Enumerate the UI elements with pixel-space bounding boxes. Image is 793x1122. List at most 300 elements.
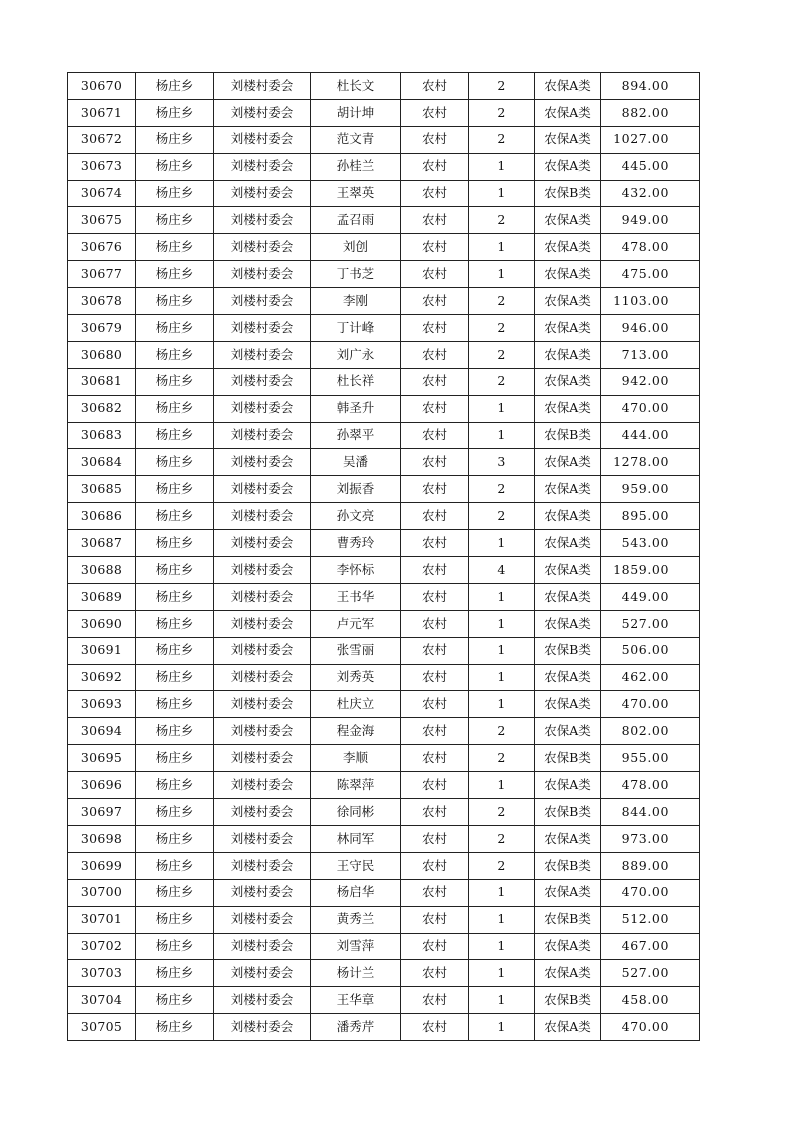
township-cell: 杨庄乡 [136, 906, 214, 933]
area-type-cell: 农村 [401, 610, 469, 637]
village-committee-cell: 刘楼村委会 [214, 664, 311, 691]
area-type-cell: 农村 [401, 987, 469, 1014]
household-count-cell: 2 [469, 852, 535, 879]
data-table [67, 72, 700, 1041]
village-committee-cell: 刘楼村委会 [214, 933, 311, 960]
name-cell: 徐同彬 [311, 799, 401, 826]
name-cell: 刘秀英 [311, 664, 401, 691]
table-row [68, 583, 700, 610]
table-row [68, 126, 700, 153]
household-count-cell: 1 [469, 637, 535, 664]
village-committee-cell: 刘楼村委会 [214, 906, 311, 933]
amount-cell: 467.00 [601, 933, 700, 960]
amount-cell: 882.00 [601, 99, 700, 126]
township-cell: 杨庄乡 [136, 476, 214, 503]
area-type-cell: 农村 [401, 234, 469, 261]
table-row [68, 1014, 700, 1041]
record-id-cell: 30680 [68, 341, 136, 368]
village-committee-cell: 刘楼村委会 [214, 207, 311, 234]
area-type-cell: 农村 [401, 73, 469, 100]
table-row [68, 476, 700, 503]
table-row [68, 852, 700, 879]
household-count-cell: 1 [469, 153, 535, 180]
insurance-type-cell: 农保B类 [535, 180, 601, 207]
amount-cell: 895.00 [601, 503, 700, 530]
area-type-cell: 农村 [401, 288, 469, 315]
insurance-type-cell: 农保A类 [535, 126, 601, 153]
record-id-cell: 30702 [68, 933, 136, 960]
name-cell: 林同军 [311, 825, 401, 852]
table-row [68, 153, 700, 180]
table-row [68, 906, 700, 933]
village-committee-cell: 刘楼村委会 [214, 288, 311, 315]
record-id-cell: 30699 [68, 852, 136, 879]
area-type-cell: 农村 [401, 718, 469, 745]
insurance-type-cell: 农保A类 [535, 261, 601, 288]
household-count-cell: 1 [469, 933, 535, 960]
table-row [68, 799, 700, 826]
table-row [68, 745, 700, 772]
village-committee-cell: 刘楼村委会 [214, 852, 311, 879]
township-cell: 杨庄乡 [136, 691, 214, 718]
insurance-type-cell: 农保A类 [535, 879, 601, 906]
area-type-cell: 农村 [401, 341, 469, 368]
village-committee-cell: 刘楼村委会 [214, 557, 311, 584]
household-count-cell: 3 [469, 449, 535, 476]
name-cell: 范文青 [311, 126, 401, 153]
amount-cell: 512.00 [601, 906, 700, 933]
area-type-cell: 农村 [401, 368, 469, 395]
township-cell: 杨庄乡 [136, 960, 214, 987]
record-id-cell: 30682 [68, 395, 136, 422]
village-committee-cell: 刘楼村委会 [214, 261, 311, 288]
amount-cell: 449.00 [601, 583, 700, 610]
name-cell: 孙文亮 [311, 503, 401, 530]
amount-cell: 478.00 [601, 234, 700, 261]
table-row [68, 718, 700, 745]
township-cell: 杨庄乡 [136, 852, 214, 879]
insurance-type-cell: 农保A类 [535, 583, 601, 610]
record-id-cell: 30673 [68, 153, 136, 180]
name-cell: 陈翠萍 [311, 772, 401, 799]
township-cell: 杨庄乡 [136, 234, 214, 261]
table-row [68, 772, 700, 799]
area-type-cell: 农村 [401, 852, 469, 879]
township-cell: 杨庄乡 [136, 503, 214, 530]
record-id-cell: 30694 [68, 718, 136, 745]
household-count-cell: 2 [469, 315, 535, 342]
area-type-cell: 农村 [401, 583, 469, 610]
record-id-cell: 30695 [68, 745, 136, 772]
name-cell: 刘广永 [311, 341, 401, 368]
village-committee-cell: 刘楼村委会 [214, 449, 311, 476]
name-cell: 曹秀玲 [311, 530, 401, 557]
village-committee-cell: 刘楼村委会 [214, 745, 311, 772]
table-row [68, 825, 700, 852]
record-id-cell: 30671 [68, 99, 136, 126]
insurance-type-cell: 农保A类 [535, 691, 601, 718]
township-cell: 杨庄乡 [136, 718, 214, 745]
name-cell: 卢元军 [311, 610, 401, 637]
area-type-cell: 农村 [401, 772, 469, 799]
village-committee-cell: 刘楼村委会 [214, 825, 311, 852]
insurance-type-cell: 农保A类 [535, 718, 601, 745]
area-type-cell: 农村 [401, 664, 469, 691]
village-committee-cell: 刘楼村委会 [214, 1014, 311, 1041]
amount-cell: 973.00 [601, 825, 700, 852]
area-type-cell: 农村 [401, 395, 469, 422]
amount-cell: 527.00 [601, 610, 700, 637]
area-type-cell: 农村 [401, 476, 469, 503]
table-row [68, 960, 700, 987]
table-row [68, 987, 700, 1014]
amount-cell: 470.00 [601, 691, 700, 718]
area-type-cell: 农村 [401, 691, 469, 718]
record-id-cell: 30676 [68, 234, 136, 261]
record-id-cell: 30690 [68, 610, 136, 637]
insurance-type-cell: 农保A类 [535, 476, 601, 503]
village-committee-cell: 刘楼村委会 [214, 718, 311, 745]
name-cell: 王华章 [311, 987, 401, 1014]
table-body [68, 73, 700, 1041]
household-count-cell: 1 [469, 906, 535, 933]
area-type-cell: 农村 [401, 99, 469, 126]
village-committee-cell: 刘楼村委会 [214, 395, 311, 422]
household-count-cell: 2 [469, 476, 535, 503]
record-id-cell: 30693 [68, 691, 136, 718]
household-count-cell: 2 [469, 341, 535, 368]
record-id-cell: 30687 [68, 530, 136, 557]
area-type-cell: 农村 [401, 879, 469, 906]
township-cell: 杨庄乡 [136, 449, 214, 476]
township-cell: 杨庄乡 [136, 288, 214, 315]
record-id-cell: 30679 [68, 315, 136, 342]
village-committee-cell: 刘楼村委会 [214, 960, 311, 987]
amount-cell: 959.00 [601, 476, 700, 503]
area-type-cell: 农村 [401, 906, 469, 933]
township-cell: 杨庄乡 [136, 583, 214, 610]
insurance-type-cell: 农保B类 [535, 852, 601, 879]
household-count-cell: 1 [469, 395, 535, 422]
name-cell: 李刚 [311, 288, 401, 315]
village-committee-cell: 刘楼村委会 [214, 341, 311, 368]
table-row [68, 933, 700, 960]
record-id-cell: 30689 [68, 583, 136, 610]
township-cell: 杨庄乡 [136, 126, 214, 153]
amount-cell: 458.00 [601, 987, 700, 1014]
household-count-cell: 2 [469, 503, 535, 530]
township-cell: 杨庄乡 [136, 799, 214, 826]
household-count-cell: 2 [469, 718, 535, 745]
township-cell: 杨庄乡 [136, 610, 214, 637]
township-cell: 杨庄乡 [136, 1014, 214, 1041]
township-cell: 杨庄乡 [136, 745, 214, 772]
insurance-type-cell: 农保A类 [535, 1014, 601, 1041]
village-committee-cell: 刘楼村委会 [214, 234, 311, 261]
village-committee-cell: 刘楼村委会 [214, 99, 311, 126]
area-type-cell: 农村 [401, 153, 469, 180]
village-committee-cell: 刘楼村委会 [214, 368, 311, 395]
household-count-cell: 2 [469, 745, 535, 772]
village-committee-cell: 刘楼村委会 [214, 987, 311, 1014]
area-type-cell: 农村 [401, 315, 469, 342]
area-type-cell: 农村 [401, 449, 469, 476]
village-committee-cell: 刘楼村委会 [214, 583, 311, 610]
village-committee-cell: 刘楼村委会 [214, 772, 311, 799]
name-cell: 孙翠平 [311, 422, 401, 449]
table-row [68, 691, 700, 718]
name-cell: 杜长文 [311, 73, 401, 100]
village-committee-cell: 刘楼村委会 [214, 153, 311, 180]
table-row [68, 73, 700, 100]
name-cell: 程金海 [311, 718, 401, 745]
household-count-cell: 1 [469, 664, 535, 691]
household-count-cell: 4 [469, 557, 535, 584]
amount-cell: 889.00 [601, 852, 700, 879]
township-cell: 杨庄乡 [136, 207, 214, 234]
amount-cell: 894.00 [601, 73, 700, 100]
amount-cell: 478.00 [601, 772, 700, 799]
village-committee-cell: 刘楼村委会 [214, 180, 311, 207]
area-type-cell: 农村 [401, 530, 469, 557]
table-row [68, 449, 700, 476]
village-committee-cell: 刘楼村委会 [214, 799, 311, 826]
table-row [68, 395, 700, 422]
record-id-cell: 30686 [68, 503, 136, 530]
table-row [68, 637, 700, 664]
village-committee-cell: 刘楼村委会 [214, 73, 311, 100]
township-cell: 杨庄乡 [136, 825, 214, 852]
insurance-type-cell: 农保A类 [535, 234, 601, 261]
amount-cell: 949.00 [601, 207, 700, 234]
name-cell: 杨计兰 [311, 960, 401, 987]
record-id-cell: 30672 [68, 126, 136, 153]
insurance-type-cell: 农保A类 [535, 772, 601, 799]
amount-cell: 462.00 [601, 664, 700, 691]
household-count-cell: 2 [469, 99, 535, 126]
amount-cell: 475.00 [601, 261, 700, 288]
table-row [68, 207, 700, 234]
village-committee-cell: 刘楼村委会 [214, 530, 311, 557]
household-count-cell: 1 [469, 583, 535, 610]
amount-cell: 470.00 [601, 879, 700, 906]
name-cell: 李怀标 [311, 557, 401, 584]
insurance-type-cell: 农保A类 [535, 610, 601, 637]
insurance-type-cell: 农保B类 [535, 987, 601, 1014]
household-count-cell: 2 [469, 368, 535, 395]
township-cell: 杨庄乡 [136, 99, 214, 126]
household-count-cell: 1 [469, 180, 535, 207]
township-cell: 杨庄乡 [136, 557, 214, 584]
insurance-type-cell: 农保A类 [535, 368, 601, 395]
area-type-cell: 农村 [401, 261, 469, 288]
name-cell: 杜长祥 [311, 368, 401, 395]
record-id-cell: 30696 [68, 772, 136, 799]
amount-cell: 942.00 [601, 368, 700, 395]
table-row [68, 422, 700, 449]
township-cell: 杨庄乡 [136, 933, 214, 960]
area-type-cell: 农村 [401, 557, 469, 584]
table-row [68, 180, 700, 207]
township-cell: 杨庄乡 [136, 422, 214, 449]
name-cell: 丁书芝 [311, 261, 401, 288]
record-id-cell: 30700 [68, 879, 136, 906]
record-id-cell: 30683 [68, 422, 136, 449]
area-type-cell: 农村 [401, 799, 469, 826]
area-type-cell: 农村 [401, 960, 469, 987]
area-type-cell: 农村 [401, 637, 469, 664]
amount-cell: 1278.00 [601, 449, 700, 476]
name-cell: 杨启华 [311, 879, 401, 906]
area-type-cell: 农村 [401, 207, 469, 234]
record-id-cell: 30698 [68, 825, 136, 852]
household-count-cell: 2 [469, 207, 535, 234]
area-type-cell: 农村 [401, 825, 469, 852]
record-id-cell: 30677 [68, 261, 136, 288]
name-cell: 王守民 [311, 852, 401, 879]
table-row [68, 530, 700, 557]
insurance-type-cell: 农保A类 [535, 73, 601, 100]
name-cell: 刘雪萍 [311, 933, 401, 960]
area-type-cell: 农村 [401, 180, 469, 207]
name-cell: 杜庆立 [311, 691, 401, 718]
household-count-cell: 1 [469, 422, 535, 449]
amount-cell: 527.00 [601, 960, 700, 987]
area-type-cell: 农村 [401, 126, 469, 153]
insurance-type-cell: 农保A类 [535, 449, 601, 476]
township-cell: 杨庄乡 [136, 637, 214, 664]
name-cell: 刘振香 [311, 476, 401, 503]
record-id-cell: 30678 [68, 288, 136, 315]
record-id-cell: 30705 [68, 1014, 136, 1041]
household-count-cell: 1 [469, 610, 535, 637]
record-id-cell: 30703 [68, 960, 136, 987]
township-cell: 杨庄乡 [136, 153, 214, 180]
household-count-cell: 1 [469, 234, 535, 261]
name-cell: 丁计峰 [311, 315, 401, 342]
amount-cell: 470.00 [601, 395, 700, 422]
record-id-cell: 30675 [68, 207, 136, 234]
insurance-type-cell: 农保B类 [535, 799, 601, 826]
insurance-type-cell: 农保A类 [535, 503, 601, 530]
name-cell: 黄秀兰 [311, 906, 401, 933]
township-cell: 杨庄乡 [136, 315, 214, 342]
household-count-cell: 2 [469, 799, 535, 826]
insurance-type-cell: 农保B类 [535, 637, 601, 664]
township-cell: 杨庄乡 [136, 772, 214, 799]
village-committee-cell: 刘楼村委会 [214, 422, 311, 449]
village-committee-cell: 刘楼村委会 [214, 691, 311, 718]
area-type-cell: 农村 [401, 1014, 469, 1041]
table-row [68, 664, 700, 691]
amount-cell: 802.00 [601, 718, 700, 745]
area-type-cell: 农村 [401, 745, 469, 772]
household-count-cell: 1 [469, 261, 535, 288]
household-count-cell: 1 [469, 772, 535, 799]
amount-cell: 506.00 [601, 637, 700, 664]
amount-cell: 713.00 [601, 341, 700, 368]
amount-cell: 445.00 [601, 153, 700, 180]
township-cell: 杨庄乡 [136, 261, 214, 288]
amount-cell: 470.00 [601, 1014, 700, 1041]
household-count-cell: 1 [469, 987, 535, 1014]
insurance-type-cell: 农保A类 [535, 933, 601, 960]
insurance-type-cell: 农保A类 [535, 395, 601, 422]
insurance-type-cell: 农保A类 [535, 99, 601, 126]
record-id-cell: 30692 [68, 664, 136, 691]
village-committee-cell: 刘楼村委会 [214, 503, 311, 530]
insurance-type-cell: 农保A类 [535, 315, 601, 342]
name-cell: 李顺 [311, 745, 401, 772]
table-row [68, 341, 700, 368]
amount-cell: 1027.00 [601, 126, 700, 153]
village-committee-cell: 刘楼村委会 [214, 637, 311, 664]
household-count-cell: 1 [469, 1014, 535, 1041]
amount-cell: 955.00 [601, 745, 700, 772]
household-count-cell: 2 [469, 73, 535, 100]
name-cell: 孟召雨 [311, 207, 401, 234]
name-cell: 孙桂兰 [311, 153, 401, 180]
village-committee-cell: 刘楼村委会 [214, 315, 311, 342]
township-cell: 杨庄乡 [136, 664, 214, 691]
table-row [68, 610, 700, 637]
area-type-cell: 农村 [401, 422, 469, 449]
record-id-cell: 30681 [68, 368, 136, 395]
name-cell: 张雪丽 [311, 637, 401, 664]
insurance-type-cell: 农保B类 [535, 906, 601, 933]
amount-cell: 844.00 [601, 799, 700, 826]
insurance-type-cell: 农保A类 [535, 664, 601, 691]
area-type-cell: 农村 [401, 933, 469, 960]
township-cell: 杨庄乡 [136, 368, 214, 395]
table-row [68, 557, 700, 584]
township-cell: 杨庄乡 [136, 395, 214, 422]
amount-cell: 946.00 [601, 315, 700, 342]
township-cell: 杨庄乡 [136, 341, 214, 368]
name-cell: 吴潘 [311, 449, 401, 476]
insurance-type-cell: 农保A类 [535, 530, 601, 557]
insurance-type-cell: 农保B类 [535, 422, 601, 449]
name-cell: 韩圣升 [311, 395, 401, 422]
insurance-type-cell: 农保A类 [535, 207, 601, 234]
amount-cell: 1103.00 [601, 288, 700, 315]
amount-cell: 1859.00 [601, 557, 700, 584]
insurance-type-cell: 农保A类 [535, 288, 601, 315]
table-row [68, 261, 700, 288]
record-id-cell: 30697 [68, 799, 136, 826]
village-committee-cell: 刘楼村委会 [214, 476, 311, 503]
household-count-cell: 1 [469, 530, 535, 557]
insurance-type-cell: 农保B类 [535, 745, 601, 772]
table-row [68, 234, 700, 261]
household-count-cell: 1 [469, 879, 535, 906]
insurance-type-cell: 农保A类 [535, 557, 601, 584]
area-type-cell: 农村 [401, 503, 469, 530]
table-row [68, 288, 700, 315]
amount-cell: 543.00 [601, 530, 700, 557]
household-count-cell: 1 [469, 960, 535, 987]
record-id-cell: 30688 [68, 557, 136, 584]
village-committee-cell: 刘楼村委会 [214, 126, 311, 153]
table-row [68, 879, 700, 906]
household-count-cell: 1 [469, 691, 535, 718]
record-id-cell: 30701 [68, 906, 136, 933]
township-cell: 杨庄乡 [136, 73, 214, 100]
village-committee-cell: 刘楼村委会 [214, 610, 311, 637]
insurance-type-cell: 农保A类 [535, 153, 601, 180]
township-cell: 杨庄乡 [136, 987, 214, 1014]
insurance-type-cell: 农保A类 [535, 960, 601, 987]
